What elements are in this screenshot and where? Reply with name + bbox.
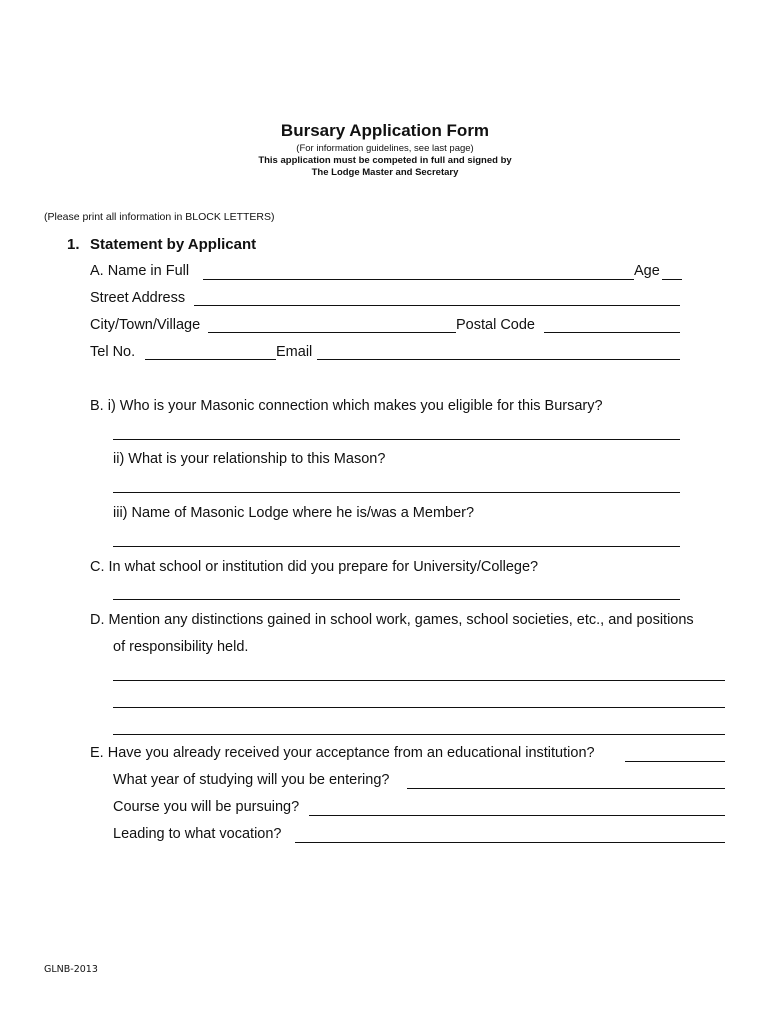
- distinctions-field-2[interactable]: [113, 707, 725, 708]
- city-field[interactable]: [208, 332, 456, 333]
- block-letters-note: (Please print all information in BLOCK LETTERS): [44, 211, 275, 223]
- street-address-label: Street Address: [90, 290, 186, 306]
- study-year-question: What year of studying will you be entering?: [113, 772, 390, 788]
- masonic-connection-question: B. i) Who is your Masonic connection which makes you eligible for this Bursary?: [90, 398, 603, 414]
- email-label: Email: [276, 344, 313, 360]
- course-question: Course you will be pursuing?: [113, 799, 300, 815]
- form-subtitle: (For information guidelines, see last page): [296, 143, 474, 154]
- tel-label: Tel No.: [90, 344, 136, 360]
- lodge-name-question: iii) Name of Masonic Lodge where he is/was a Member?: [113, 505, 475, 521]
- masonic-connection-field[interactable]: [113, 439, 680, 440]
- distinctions-field-1[interactable]: [113, 680, 725, 681]
- section-number: 1.: [67, 236, 80, 253]
- form-instruction-line2: The Lodge Master and Secretary: [311, 167, 459, 178]
- relationship-field[interactable]: [113, 492, 680, 493]
- acceptance-question: E. Have you already received your acceptance from an educational institution?: [90, 745, 595, 761]
- street-address-field[interactable]: [194, 305, 680, 306]
- distinctions-question-line1: D. Mention any distinctions gained in school work, games, school societies, etc., and positions: [90, 612, 694, 628]
- school-field[interactable]: [113, 599, 680, 600]
- vocation-question: Leading to what vocation?: [113, 826, 282, 842]
- age-field[interactable]: [662, 279, 682, 280]
- email-field[interactable]: [317, 359, 680, 360]
- form-title: Bursary Application Form: [280, 121, 490, 140]
- age-label: Age: [634, 263, 660, 279]
- city-label: City/Town/Village: [90, 317, 201, 333]
- postal-code-label: Postal Code: [456, 317, 535, 333]
- acceptance-field[interactable]: [625, 761, 725, 762]
- vocation-field[interactable]: [295, 842, 725, 843]
- name-field[interactable]: [203, 279, 634, 280]
- section-heading: [67, 236, 256, 253]
- postal-code-field[interactable]: [544, 332, 680, 333]
- lodge-name-field[interactable]: [113, 546, 680, 547]
- distinctions-field-3[interactable]: [113, 734, 725, 735]
- section-title: Statement by Applicant: [90, 236, 257, 253]
- form-instruction-line1: This application must be competed in full and signed by: [258, 155, 512, 166]
- relationship-question: ii) What is your relationship to this Mason?: [113, 451, 386, 467]
- tel-field[interactable]: [145, 359, 276, 360]
- name-label: A. Name in Full: [90, 263, 190, 279]
- school-question: C. In what school or institution did you prepare for University/College?: [90, 559, 539, 575]
- footer-code: GLNB-2013: [44, 964, 98, 975]
- distinctions-question-line2: of responsibility held.: [113, 639, 249, 655]
- study-year-field[interactable]: [407, 788, 725, 789]
- course-field[interactable]: [309, 815, 725, 816]
